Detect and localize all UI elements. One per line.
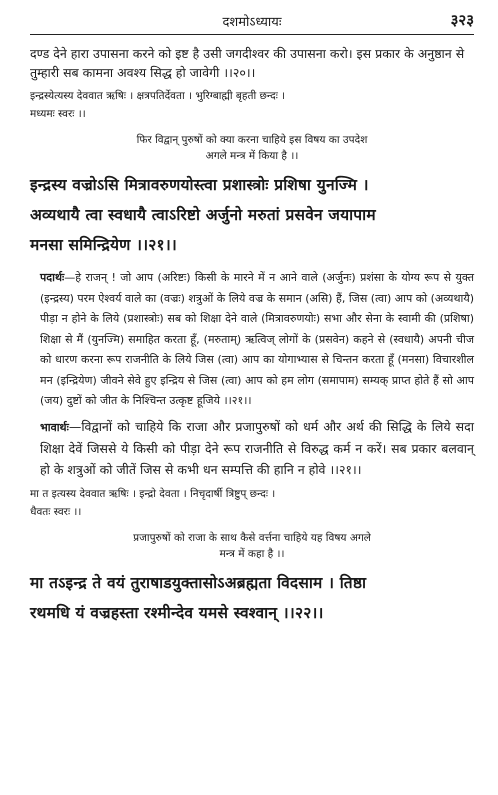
- mantra-21-section: [30, 86, 474, 480]
- mantra-21-verse-line1: इन्द्रस्य वज्रोऽसि मित्रावरुणयोस्त्वा प्रशास्त्रोः प्रशिषा युनज्मि ।: [30, 176, 369, 194]
- header-rule: [30, 34, 474, 35]
- mantra-22-verse-line2: रथमधि यं वज्रहस्ता रश्मीन्देव यमसे स्वश्वान् ।।२२।।: [30, 603, 324, 622]
- mantra-22-intro: [30, 530, 474, 562]
- chapter-title: दशमोऽध्यायः: [222, 15, 282, 30]
- mantra-22-metadata: [30, 484, 474, 520]
- mantra-22-intro-line1: प्रजापुरुषों को राजा के साथ कैसे वर्त्तना चाहिये यह विषय अगले: [133, 531, 371, 544]
- bhavartha-label: भावार्थः: [40, 420, 69, 434]
- page-number: ३२३: [450, 11, 474, 29]
- mantra-21-bhavartha: [30, 416, 474, 480]
- mantra-21-meta-line2: मध्यमः स्वरः ।।: [30, 108, 86, 120]
- mantra-21-metadata: [30, 86, 474, 122]
- mantra-22-meta-line2: धैवतः स्वरः ।।: [30, 505, 82, 518]
- mantra-21-meta-line1: इन्द्रस्येत्यस्य देववात ऋषिः । क्षत्रपतिर्देवता । भुरिग्बाह्मी बृहती छन्दः ।: [30, 90, 286, 102]
- page-header: [30, 0, 474, 40]
- padartha-label: पदार्थः: [40, 271, 65, 284]
- padartha-text: —हे राजन् ! जो आप (अरिष्टः) किसी के मारने में न आने वाले (अर्जुनः) प्रशंसा के योग्य रूप से युक्त (इन्द्रस्य) परम ऐश्वर्य वाले का (वज्रः) शत्रुओं के लिये वज्र के समान (असि) हैं, जिस (त्वा) आप को (अव्यथायै) पीड़ा न होने के लिये (प्रशास्त्रोः) सब को शिक्षा देने वाले (मित्रावरुणयोः) सभा और सेना के स्वामी की (प्रशिषा) शिक्षा से मैं (युनज्मि) समाहित करता हूँ, (मरुताम्) ऋत्विज् लोगों के (प्रसवेन) कहने से (स्वधायै) अपनी चीज को धारण करना रूप राजनीति के लिये जिस (त्वा) आप का योगाभ्यास से चिन्तन करता हूँ (मनसा) विचारशील मन (इन्द्रियेण) जीवने सेवे हुए इन्द्रिय से जिस (त्वा) आप को हम लोग (समापाम) सम्यक् प्राप्त होते हैं सो आप (जय) दुष्टों को जीत के निश्चिन्त उत्कृष्ट हूजिये ।।२१।।: [40, 271, 474, 407]
- mantra-21-verse: [30, 170, 474, 260]
- mantra-21-intro: [30, 132, 474, 164]
- mantra-21-intro-line2: अगले मन्त्र में किया है ।।: [205, 150, 299, 162]
- bhavartha-text: —विद्वानों को चाहिये कि राजा और प्रजापुरुषों को धर्म और अर्थ की सिद्धि के लिये सदा शिक्षा देवें जिससे ये किसी को पीड़ा देने रूप राजनीति से विरुद्ध कर्म न करें। सब प्रकार बलवान् हो के शत्रुओं को जीतें जिस से कभी धन सम्पत्ति की हानि न होवे ।।२१।।: [40, 418, 474, 477]
- mantra-21-verse-line2: अव्यथायै त्वा स्वधायै त्वाऽरिष्टो अर्जुनो मरुतां प्रसवेन जयापाम: [30, 206, 376, 224]
- continuation-paragraph: दण्ड देने हारा उपासना करने को इष्ट है उसी जगदीश्वर की उपासना करो। इस प्रकार के अनुष्ठान से तुम्हारी सब कामना अवश्य सिद्ध हो जावेगी ।।२०।।: [30, 46, 465, 80]
- mantra-22-intro-line2: मन्त्र में कहा है ।।: [219, 547, 285, 560]
- mantra-22-section: [30, 484, 474, 628]
- mantra-22-verse: [30, 568, 474, 628]
- mantra-21-verse-line3: मनसा समिन्द्रियेण ।।२१।।: [30, 236, 177, 254]
- mantra-21-padartha: [30, 268, 474, 412]
- mantra-21-intro-line1: फिर विद्वान् पुरुषों को क्या करना चाहिये इस विषय का उपदेश: [136, 134, 368, 146]
- mantra-22-meta-line1: मा त इत्यस्य देववात ऋषिः । इन्द्रो देवता । निचृदार्षी त्रिष्टुप् छन्दः ।: [30, 487, 276, 500]
- mantra-22-verse-line1: मा तऽइन्द्र ते वयं तुराषाडयुक्तासोऽअब्रह्मता विदसाम । तिष्ठा: [30, 573, 367, 592]
